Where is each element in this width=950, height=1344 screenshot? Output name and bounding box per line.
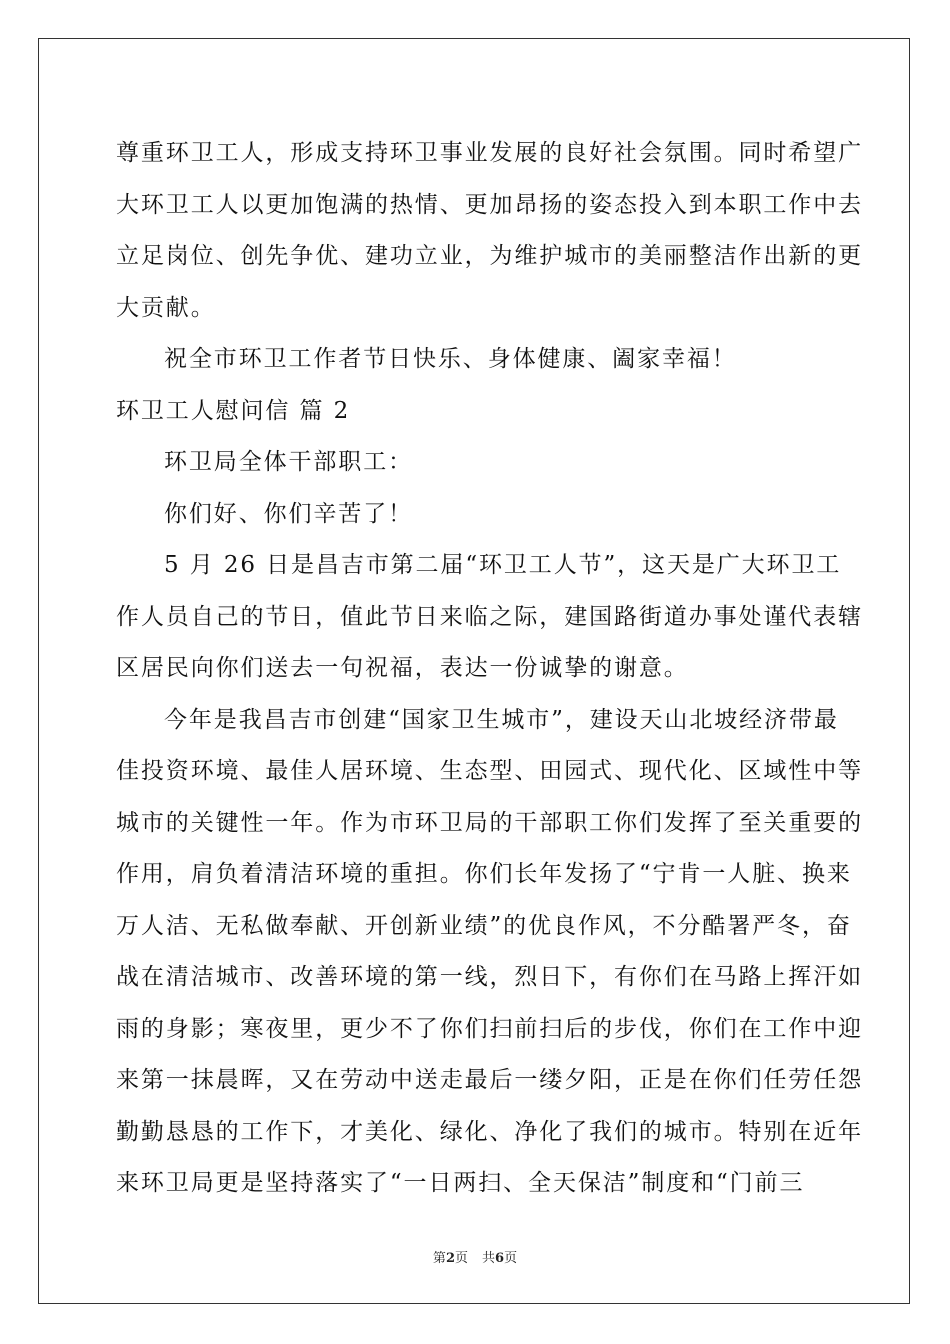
paragraph-line: 作人员自己的节日，值此节日来临之际，建国路街道办事处谨代表辖 — [116, 603, 863, 630]
paragraph-line: 大环卫工人以更加饱满的热情、更加昂扬的姿态投入到本职工作中去 — [116, 191, 863, 218]
paragraph-line: 作用，肩负着清洁环境的重担。你们长年发扬了“宁肯一人脏、换来 — [116, 861, 852, 887]
paragraph-line: 万人洁、无私做奉献、开创新业绩”的优良作风，不分酷署严冬，奋 — [116, 912, 852, 939]
paragraph-line: 大贡献。 — [116, 294, 216, 321]
blessing-line: 祝全市环卫工作者节日快乐、身体健康、阖家幸福！ — [164, 346, 737, 372]
page-footer — [0, 1247, 950, 1266]
paragraph-line: 今年是我昌吉市创建“国家卫生城市”，建设天山北坡经济带最 — [164, 706, 839, 733]
paragraph-line: 区居民向你们送去一句祝福，表达一份诚挚的谢意。 — [116, 655, 689, 681]
paragraph-line: 尊重环卫工人，形成支持环卫事业发展的良好社会氛围。同时希望广 — [116, 140, 863, 166]
salutation: 环卫局全体干部职工： — [164, 449, 413, 475]
paragraph-line: 5 月 26 日是昌吉市第二届“环卫工人节”，这天是广大环卫工 — [164, 552, 842, 578]
greeting: 你们好、你们辛苦了！ — [164, 500, 413, 527]
paragraph-line: 佳投资环境、最佳人居环境、生态型、田园式、现代化、区域性中等 — [116, 758, 863, 784]
paragraph-line: 雨的身影；寒夜里，更少不了你们扫前扫后的步伐，你们在工作中迎 — [116, 1015, 863, 1042]
paragraph-line: 城市的关键性一年。作为市环卫局的干部职工你们发挥了至关重要的 — [116, 809, 863, 836]
total-page-number: 6 — [495, 1251, 505, 1266]
paragraph-line: 战在清洁城市、改善环境的第一线，烈日下，有你们在马路上挥汗如 — [116, 964, 863, 990]
paragraph-line: 来第一抹晨晖，又在劳动中送走最后一缕夕阳，正是在你们任劳任怨 — [116, 1067, 863, 1093]
section-heading: 环卫工人慰问信 篇 2 — [116, 397, 351, 424]
document-body — [116, 128, 863, 1210]
total-prefix: 共 — [482, 1251, 496, 1266]
page-prefix: 第 — [432, 1251, 446, 1266]
page-suffix: 页 — [454, 1251, 468, 1266]
paragraph-line: 立足岗位、创先争优、建功立业，为维护城市的美丽整洁作出新的更 — [116, 243, 863, 269]
total-suffix: 页 — [504, 1251, 518, 1266]
paragraph-line: 来环卫局更是坚持落实了“一日两扫、全天保洁”制度和“门前三 — [116, 1170, 805, 1196]
current-page-number: 2 — [445, 1251, 455, 1266]
paragraph-line: 勤勤恳恳的工作下，才美化、绿化、净化了我们的城市。特别在近年 — [116, 1118, 863, 1145]
